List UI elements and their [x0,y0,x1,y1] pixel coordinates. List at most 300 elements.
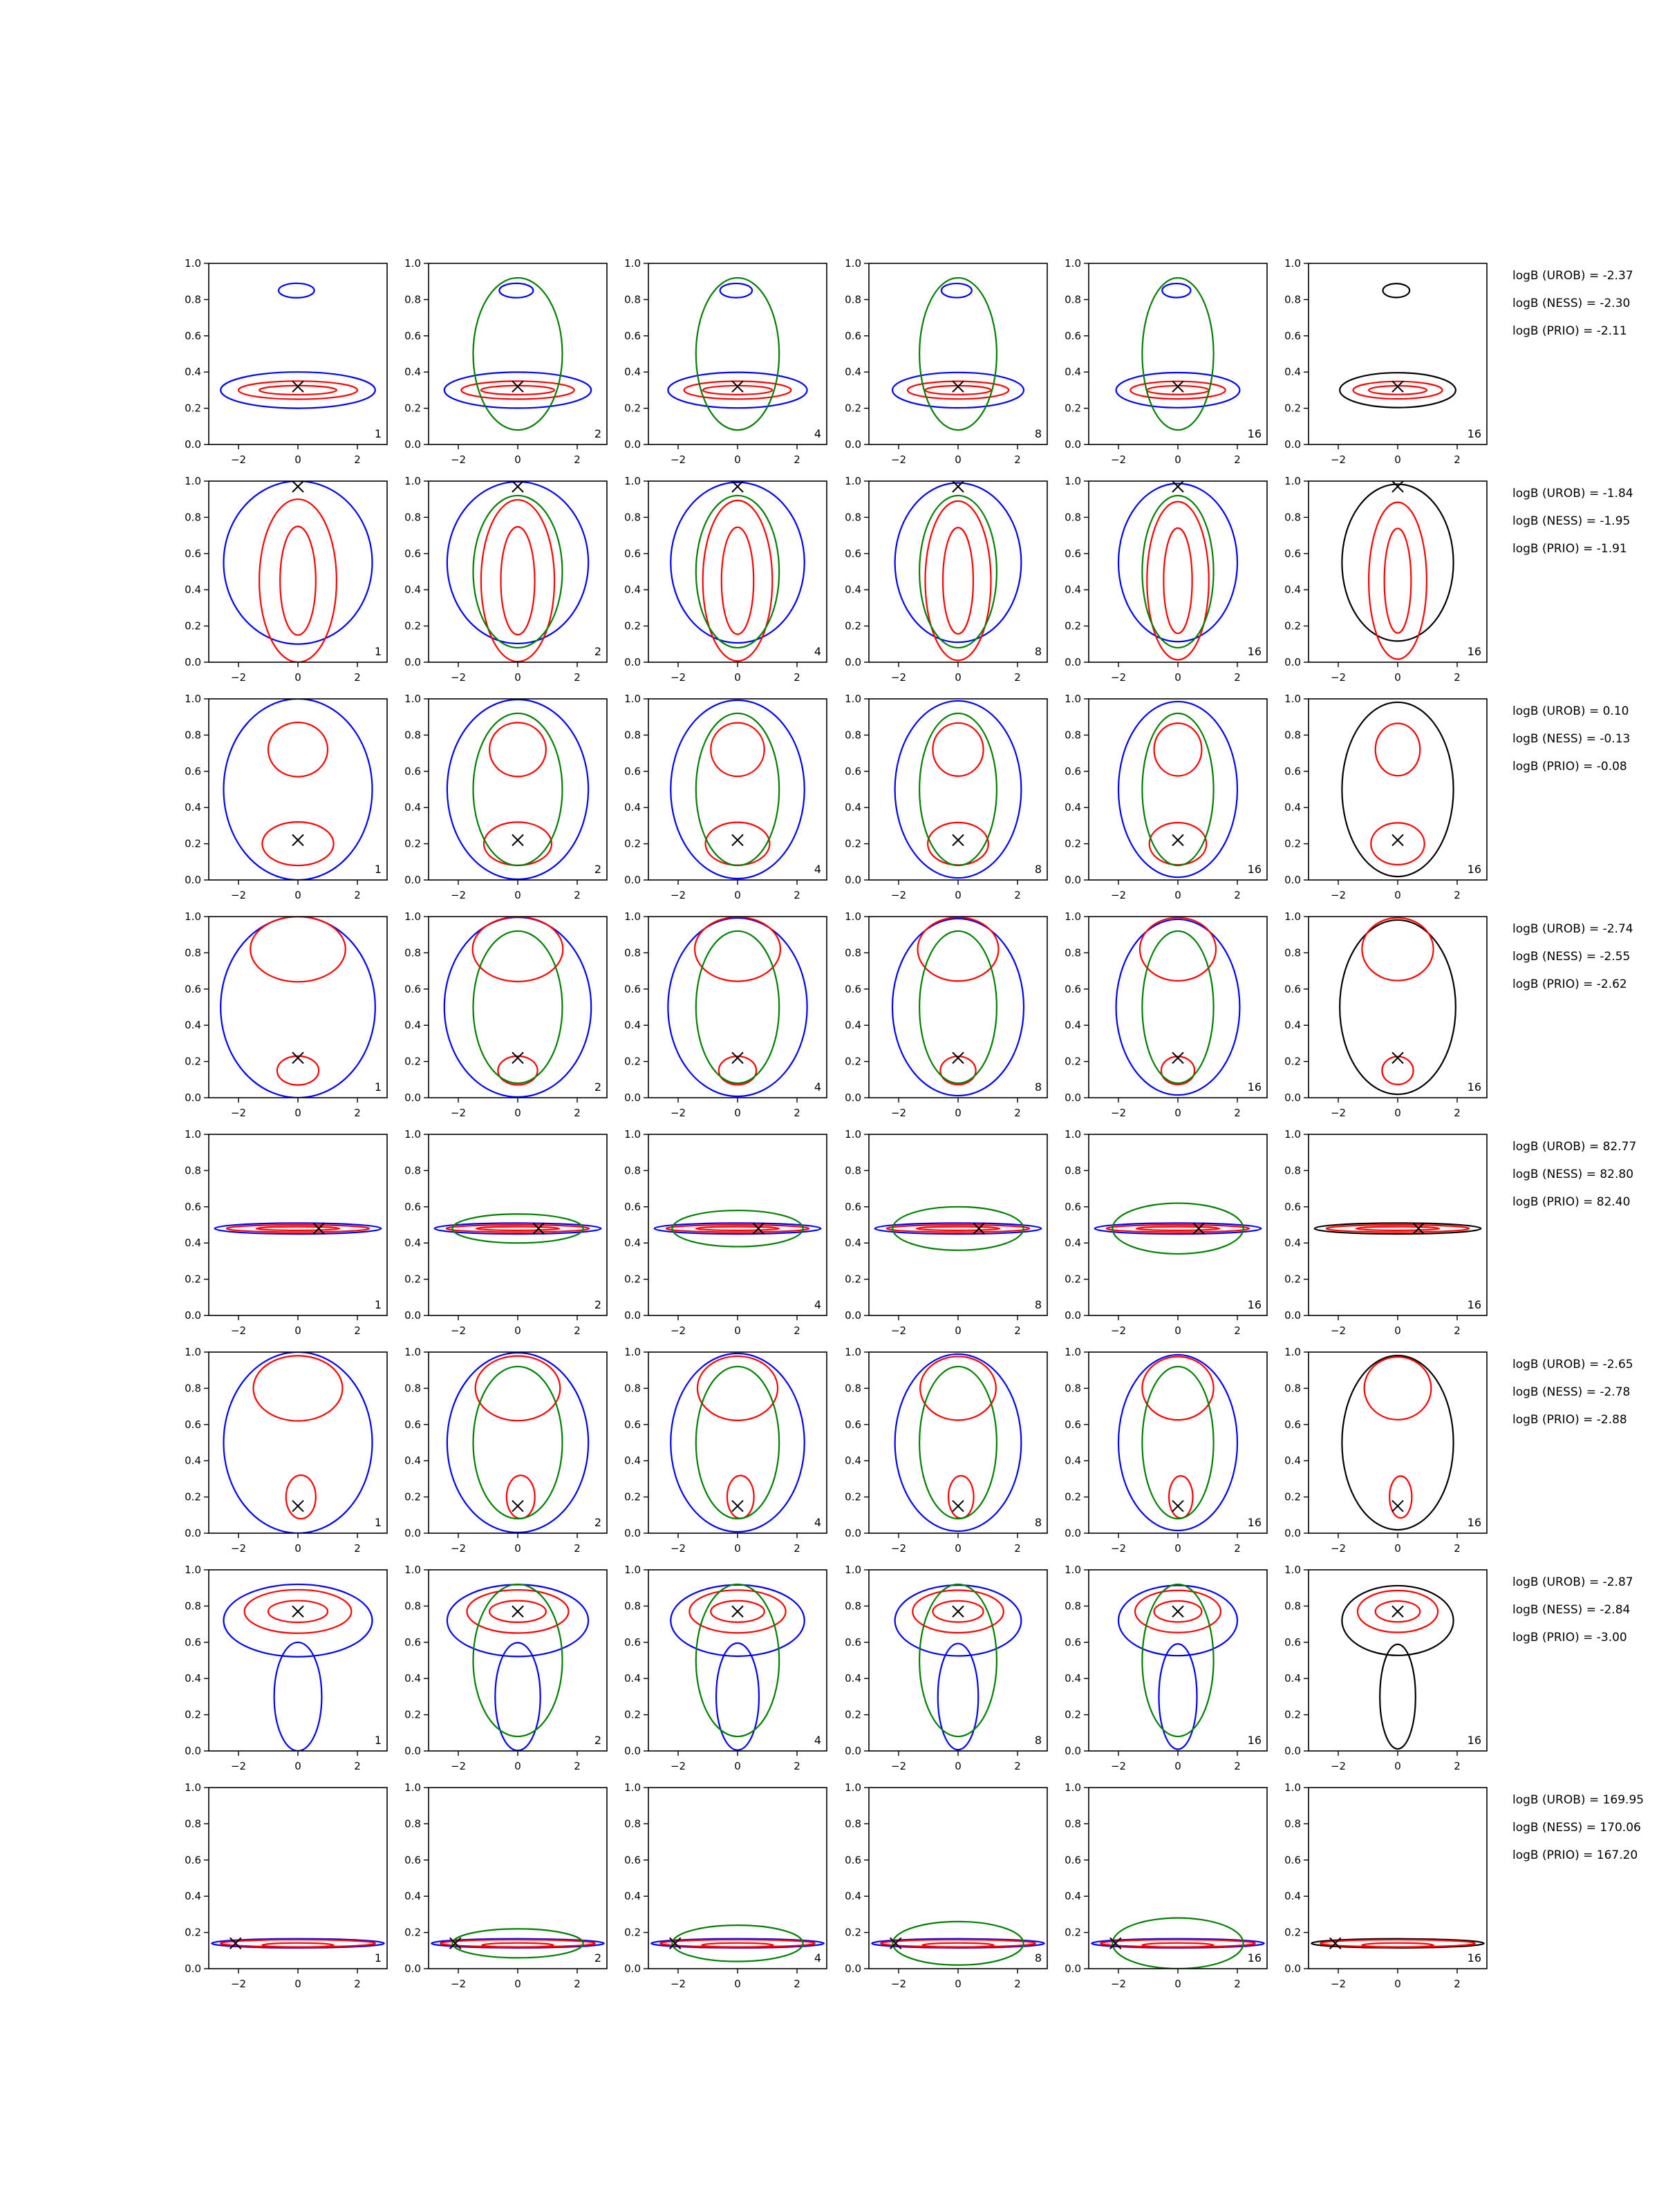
contour-blue-2 [499,283,533,298]
y-tick-label: 0.6 [404,1853,421,1866]
y-tick-label: 0.4 [1065,1454,1081,1468]
true-value-marker [953,381,964,392]
true-value-marker [953,1052,964,1063]
y-tick-label: 0.6 [845,329,861,342]
x-tick-label: −2 [670,1760,686,1772]
y-tick-label: 0.2 [185,1490,201,1503]
y-tick-label: 0.0 [624,656,641,668]
x-tick-label: 2 [794,453,800,466]
x-tick-label: −2 [670,671,686,684]
axes-frame [648,263,827,444]
y-tick-label: 1.0 [185,693,201,705]
y-tick-label: 1.0 [1284,257,1301,270]
x-tick-label: 0 [294,671,301,684]
y-tick-label: 0.4 [1284,1019,1301,1032]
y-tick-label: 0.6 [845,1853,861,1866]
x-tick-label: −2 [1110,1324,1127,1337]
x-tick-label: −2 [230,453,247,466]
true-value-marker [512,834,523,845]
x-tick-label: 2 [574,1324,581,1337]
y-tick-label: 0.8 [845,729,861,742]
y-tick-label: 0.8 [845,1382,861,1395]
y-tick-label: 0.4 [624,583,641,597]
x-tick-label: −2 [450,1107,467,1119]
y-tick-label: 0.4 [1065,1237,1081,1250]
y-tick-label: 0.0 [404,1527,421,1539]
logb-annotation-row2-2: logB (NESS) = -1.95 [1512,514,1631,528]
axes-frame [869,917,1047,1098]
y-tick-label: 0.0 [404,1745,421,1757]
y-tick-label: 0.6 [404,982,421,995]
x-tick-label: 0 [294,453,301,466]
x-tick-label: 2 [574,1542,581,1555]
y-tick-label: 0.8 [1065,1817,1081,1830]
y-tick-label: 0.0 [624,1091,641,1104]
y-tick-label: 0.2 [185,1708,201,1721]
contour-blue-4 [274,1642,322,1751]
y-tick-label: 0.2 [1284,1708,1301,1721]
contour-red-3 [1136,1227,1219,1230]
contour-group [1118,484,1237,660]
y-tick-label: 0.4 [1284,1454,1301,1468]
panel-r3-c4 [845,693,1047,901]
contour-group [212,1939,384,1948]
y-tick-label: 0.6 [1065,1635,1081,1649]
contour-blue-1 [224,1584,373,1657]
y-tick-label: 0.8 [845,1600,861,1613]
contour-group [224,699,373,880]
contour-group [1116,278,1240,430]
x-tick-label: 0 [1174,1107,1181,1119]
true-value-marker [292,1052,303,1063]
panel-r6-c5 [1065,1346,1267,1555]
y-tick-label: 0.4 [404,583,421,597]
logb-annotation-row5-1: logB (UROB) = 82.77 [1512,1140,1637,1154]
x-tick-label: 2 [1014,889,1021,901]
axes-frame [1309,917,1487,1098]
contour-group [892,917,1024,1096]
x-tick-label: 0 [1394,1760,1401,1772]
logb-annotation-row5-2: logB (NESS) = 82.80 [1512,1168,1634,1181]
y-tick-label: 0.0 [185,438,201,451]
panel-number-label: 8 [1034,1516,1042,1529]
panel-r2-c5 [1065,475,1267,684]
y-tick-label: 0.2 [1065,1490,1081,1503]
y-tick-label: 0.2 [1284,619,1301,632]
logb-annotation-row4-1: logB (UROB) = -2.74 [1512,922,1633,936]
y-tick-label: 1.0 [1065,910,1081,923]
y-tick-label: 0.4 [185,366,201,379]
y-tick-label: 0.2 [845,1055,861,1068]
contour-green [1142,713,1213,865]
x-tick-label: 2 [794,1107,800,1119]
contour-red-3 [696,1227,779,1230]
y-tick-label: 0.0 [845,1309,861,1322]
contour-green [696,1367,779,1519]
contour-group [224,1584,373,1751]
y-tick-label: 1.0 [1284,1781,1301,1794]
y-tick-label: 0.4 [1065,366,1081,379]
y-tick-label: 0.0 [1065,1309,1081,1322]
x-tick-label: −2 [450,889,467,901]
x-tick-label: 0 [734,1978,741,1990]
x-tick-label: 0 [514,671,521,684]
x-tick-label: 0 [514,1107,521,1119]
panel-r7-c3 [624,1564,827,1772]
contour-green [474,496,563,648]
y-tick-label: 1.0 [404,693,421,705]
y-tick-label: 0.2 [1065,1273,1081,1286]
x-tick-label: −2 [450,1542,467,1555]
contour-group [444,278,591,430]
y-tick-label: 0.2 [624,1490,641,1503]
panel-r5-c4 [845,1128,1047,1337]
contour-red-3 [1356,1227,1439,1230]
y-tick-label: 0.6 [404,329,421,342]
panel-r4-c1 [185,910,387,1119]
panel-number-label: 16 [1247,1734,1262,1747]
x-tick-label: 0 [955,889,962,901]
x-tick-label: 2 [1454,1542,1461,1555]
y-tick-label: 0.4 [404,1890,421,1903]
contour-group [875,1207,1042,1250]
logb-annotation-row7-3: logB (PRIO) = -3.00 [1512,1631,1627,1644]
x-tick-label: 2 [1234,1324,1241,1337]
contour-red-2 [476,1356,561,1421]
contour-blue-4 [1159,1644,1197,1749]
panel-r2-c1 [185,475,387,684]
y-tick-label: 1.0 [1065,1781,1081,1794]
contour-group [671,482,805,661]
x-tick-label: 2 [1454,453,1461,466]
contour-red-2 [695,917,780,982]
y-tick-label: 0.2 [1065,1055,1081,1068]
contour-red-3 [948,1476,974,1518]
panel-number-label: 2 [594,645,601,658]
x-tick-label: 0 [294,1324,301,1337]
panel-number-label: 16 [1247,863,1262,876]
y-tick-label: 0.2 [624,837,641,850]
contour-red-2 [925,501,991,660]
y-tick-label: 0.4 [404,1019,421,1032]
y-tick-label: 0.8 [845,293,861,306]
x-tick-label: 0 [294,1107,301,1119]
panel-number-label: 4 [814,1951,821,1965]
x-tick-label: 2 [794,1978,800,1990]
axes-frame [1309,1570,1487,1751]
y-tick-label: 0.6 [845,765,861,778]
y-tick-label: 0.4 [185,1672,201,1685]
true-value-marker [1172,1606,1183,1617]
y-tick-label: 0.0 [1284,1962,1301,1975]
panel-number-label: 1 [374,1951,382,1965]
y-tick-label: 0.6 [185,329,201,342]
true-value-marker [1392,834,1403,845]
y-tick-label: 0.2 [1065,402,1081,415]
contour-red-2 [250,917,346,982]
contour-blue-1 [668,373,807,409]
y-tick-label: 0.2 [1065,1708,1081,1721]
contour-green [696,496,779,648]
panel-number-label: 16 [1467,1734,1481,1747]
panel-number-label: 4 [814,1734,821,1747]
contour-blue-1 [221,917,375,1098]
contour-group [224,481,373,662]
y-tick-label: 0.8 [845,946,861,959]
y-tick-label: 0.2 [845,1490,861,1503]
axes-frame [1089,263,1267,444]
contour-red-3 [262,1943,333,1947]
y-tick-label: 1.0 [624,475,641,487]
y-tick-label: 0.2 [404,1708,421,1721]
contour-red-3 [507,1475,535,1518]
panel-number-label: 8 [1034,1298,1042,1311]
x-tick-label: 2 [354,889,361,901]
contour-blue-2 [1162,283,1190,297]
y-tick-label: 0.0 [1284,1309,1301,1322]
true-value-marker [1172,1501,1183,1512]
y-tick-label: 0.8 [624,1164,641,1177]
y-tick-label: 0.0 [1065,656,1081,668]
y-tick-label: 0.2 [404,1055,421,1068]
y-tick-label: 0.6 [404,765,421,778]
y-tick-label: 0.0 [1284,1527,1301,1539]
y-tick-label: 0.0 [624,438,641,451]
contour-red-2 [932,723,983,776]
y-tick-label: 0.0 [1065,874,1081,886]
contour-group [447,1584,588,1750]
y-tick-label: 0.0 [624,1309,641,1322]
y-tick-label: 0.8 [404,946,421,959]
x-tick-label: 0 [514,1978,521,1990]
panel-number-label: 16 [1247,1951,1262,1965]
x-tick-label: 0 [294,1978,301,1990]
panel-r1-c1 [185,257,387,466]
contour-green [474,278,563,430]
true-value-marker [512,1606,523,1617]
y-tick-label: 1.0 [404,1564,421,1576]
y-tick-label: 0.6 [845,1418,861,1431]
x-tick-label: 2 [794,889,800,901]
contour-green [696,278,779,430]
y-tick-label: 0.6 [845,982,861,995]
y-tick-label: 0.8 [624,293,641,306]
panel-r4-c3 [624,910,827,1119]
x-tick-label: −2 [670,453,686,466]
x-tick-label: −2 [1110,1542,1127,1555]
y-tick-label: 0.8 [1065,729,1081,742]
y-tick-label: 0.4 [1065,583,1081,597]
x-tick-label: −2 [890,1107,907,1119]
panel-number-label: 1 [374,1080,382,1094]
contour-group [1095,1203,1262,1254]
y-tick-label: 0.8 [624,1600,641,1613]
y-tick-label: 1.0 [624,693,641,705]
x-tick-label: 0 [955,453,962,466]
panel-r4-c4 [845,910,1047,1119]
x-tick-label: −2 [230,1107,247,1119]
y-tick-label: 0.4 [845,1019,861,1032]
y-tick-label: 0.2 [185,837,201,850]
contour-red-2 [918,917,999,981]
y-tick-label: 0.4 [1065,801,1081,814]
contour-red-2 [1147,502,1208,660]
y-tick-label: 0.6 [1065,1200,1081,1213]
contour-blue-1 [671,1585,805,1656]
y-tick-label: 0.2 [1284,1273,1301,1286]
contour-green [1142,1367,1213,1519]
contour-green [696,713,779,865]
y-tick-label: 0.6 [624,329,641,342]
y-tick-label: 0.0 [1065,1962,1081,1975]
panel-number-label: 16 [1247,645,1262,658]
x-tick-label: 0 [955,1107,962,1119]
contour-red-2 [711,723,764,776]
x-tick-label: −2 [890,1324,907,1337]
panel-r2-c2 [404,475,607,684]
contour-group [1118,702,1237,877]
y-tick-label: 0.8 [404,1600,421,1613]
y-tick-label: 1.0 [404,257,421,270]
y-tick-label: 0.0 [185,656,201,668]
x-tick-label: −2 [1110,671,1127,684]
y-tick-label: 0.4 [185,1454,201,1468]
true-value-marker [292,1606,303,1617]
logb-annotation-row5-3: logB (PRIO) = 82.40 [1512,1195,1631,1209]
y-tick-label: 0.8 [404,511,421,524]
y-tick-label: 0.4 [1284,801,1301,814]
contour-group [1118,1584,1237,1750]
y-tick-label: 0.0 [624,1962,641,1975]
x-tick-label: 2 [1234,453,1241,466]
x-tick-label: 2 [354,1107,361,1119]
y-tick-label: 0.4 [1284,583,1301,597]
logb-annotation-row8-2: logB (NESS) = 170.06 [1512,1821,1641,1835]
contour-blue-4 [1380,1644,1416,1749]
contour-group [1342,1586,1453,1749]
contour-group [435,1214,601,1243]
x-tick-label: 0 [955,1760,962,1772]
axes-frame [1309,481,1487,662]
y-tick-label: 0.6 [1284,1635,1301,1649]
contour-red-2 [481,500,554,662]
y-tick-label: 0.8 [845,1164,861,1177]
y-tick-label: 0.0 [1284,1745,1301,1757]
contour-blue-1 [1116,373,1240,408]
y-tick-label: 0.0 [185,1962,201,1975]
panel-number-label: 16 [1247,1080,1262,1094]
y-tick-label: 0.8 [1284,946,1301,959]
y-tick-label: 1.0 [404,1346,421,1358]
contour-blue-4 [938,1644,978,1750]
contour-blue-1 [671,700,805,879]
x-tick-label: 0 [514,1542,521,1555]
y-tick-label: 0.2 [185,619,201,632]
x-tick-label: 0 [1174,671,1181,684]
y-tick-label: 0.2 [845,619,861,632]
panel-r2-c6 [1284,475,1487,684]
panel-number-label: 16 [1467,1951,1481,1965]
y-tick-label: 1.0 [624,1346,641,1358]
true-value-marker [1392,1052,1403,1063]
y-tick-label: 0.0 [1065,1527,1081,1539]
x-tick-label: −2 [450,1324,467,1337]
x-tick-label: 2 [794,671,800,684]
contour-group [1342,484,1453,659]
logb-annotation-row1-3: logB (PRIO) = -2.11 [1512,324,1627,338]
y-tick-label: 0.8 [404,1817,421,1830]
y-tick-label: 1.0 [624,1564,641,1576]
x-tick-label: 2 [1234,1978,1241,1990]
y-tick-label: 0.0 [845,438,861,451]
x-tick-label: 0 [734,1324,741,1337]
y-tick-label: 0.6 [624,1200,641,1213]
y-tick-label: 0.4 [1065,1890,1081,1903]
true-value-marker [732,1501,743,1512]
contour-red-2 [1154,723,1202,776]
contour-red-3 [262,822,333,865]
y-tick-label: 0.6 [404,1418,421,1431]
true-value-marker [1392,1606,1403,1617]
true-value-marker [292,481,303,492]
y-tick-label: 0.2 [845,402,861,415]
x-tick-label: −2 [1110,889,1127,901]
logb-annotation-row8-3: logB (PRIO) = 167.20 [1512,1848,1638,1862]
panel-r3-c6 [1284,693,1487,901]
contour-blue-2 [279,283,315,298]
panel-r8-c4 [845,1781,1047,1990]
y-tick-label: 0.6 [1065,1418,1081,1431]
contour-blue-2 [720,283,752,298]
y-tick-label: 0.4 [185,583,201,597]
y-tick-label: 1.0 [845,910,861,923]
x-tick-label: −2 [450,1978,467,1990]
y-tick-label: 0.0 [624,1527,641,1539]
y-tick-label: 0.8 [185,511,201,524]
y-tick-label: 0.2 [185,1926,201,1939]
contour-red-2 [268,722,328,777]
x-tick-label: −2 [890,453,907,466]
panel-r7-c1 [185,1564,387,1772]
y-tick-label: 0.0 [185,1309,201,1322]
panel-r6-c3 [624,1346,827,1555]
y-tick-label: 0.2 [1284,402,1301,415]
contour-green [919,1367,997,1519]
contour-red-2 [259,499,337,662]
contour-red-3 [928,823,988,865]
contour-red-2 [1362,918,1433,981]
y-tick-label: 0.4 [1284,1237,1301,1250]
contour-blue-4 [495,1642,540,1750]
true-value-marker [292,381,303,392]
y-tick-label: 0.4 [404,801,421,814]
contour-group [1311,1939,1483,1948]
y-tick-label: 0.8 [1065,1164,1081,1177]
x-tick-label: −2 [230,1760,247,1772]
y-tick-label: 0.4 [624,801,641,814]
y-tick-label: 0.4 [185,801,201,814]
x-tick-label: 0 [294,889,301,901]
contour-red-3 [238,381,357,399]
y-tick-label: 1.0 [1284,475,1301,487]
y-tick-label: 0.4 [624,1454,641,1468]
contour-blue-1 [447,482,588,644]
contour-red-3 [1163,528,1192,633]
y-tick-label: 0.8 [185,1164,201,1177]
x-tick-label: 2 [354,1978,361,1990]
panel-r5-c5 [1065,1128,1267,1337]
axes-frame [1089,699,1267,880]
